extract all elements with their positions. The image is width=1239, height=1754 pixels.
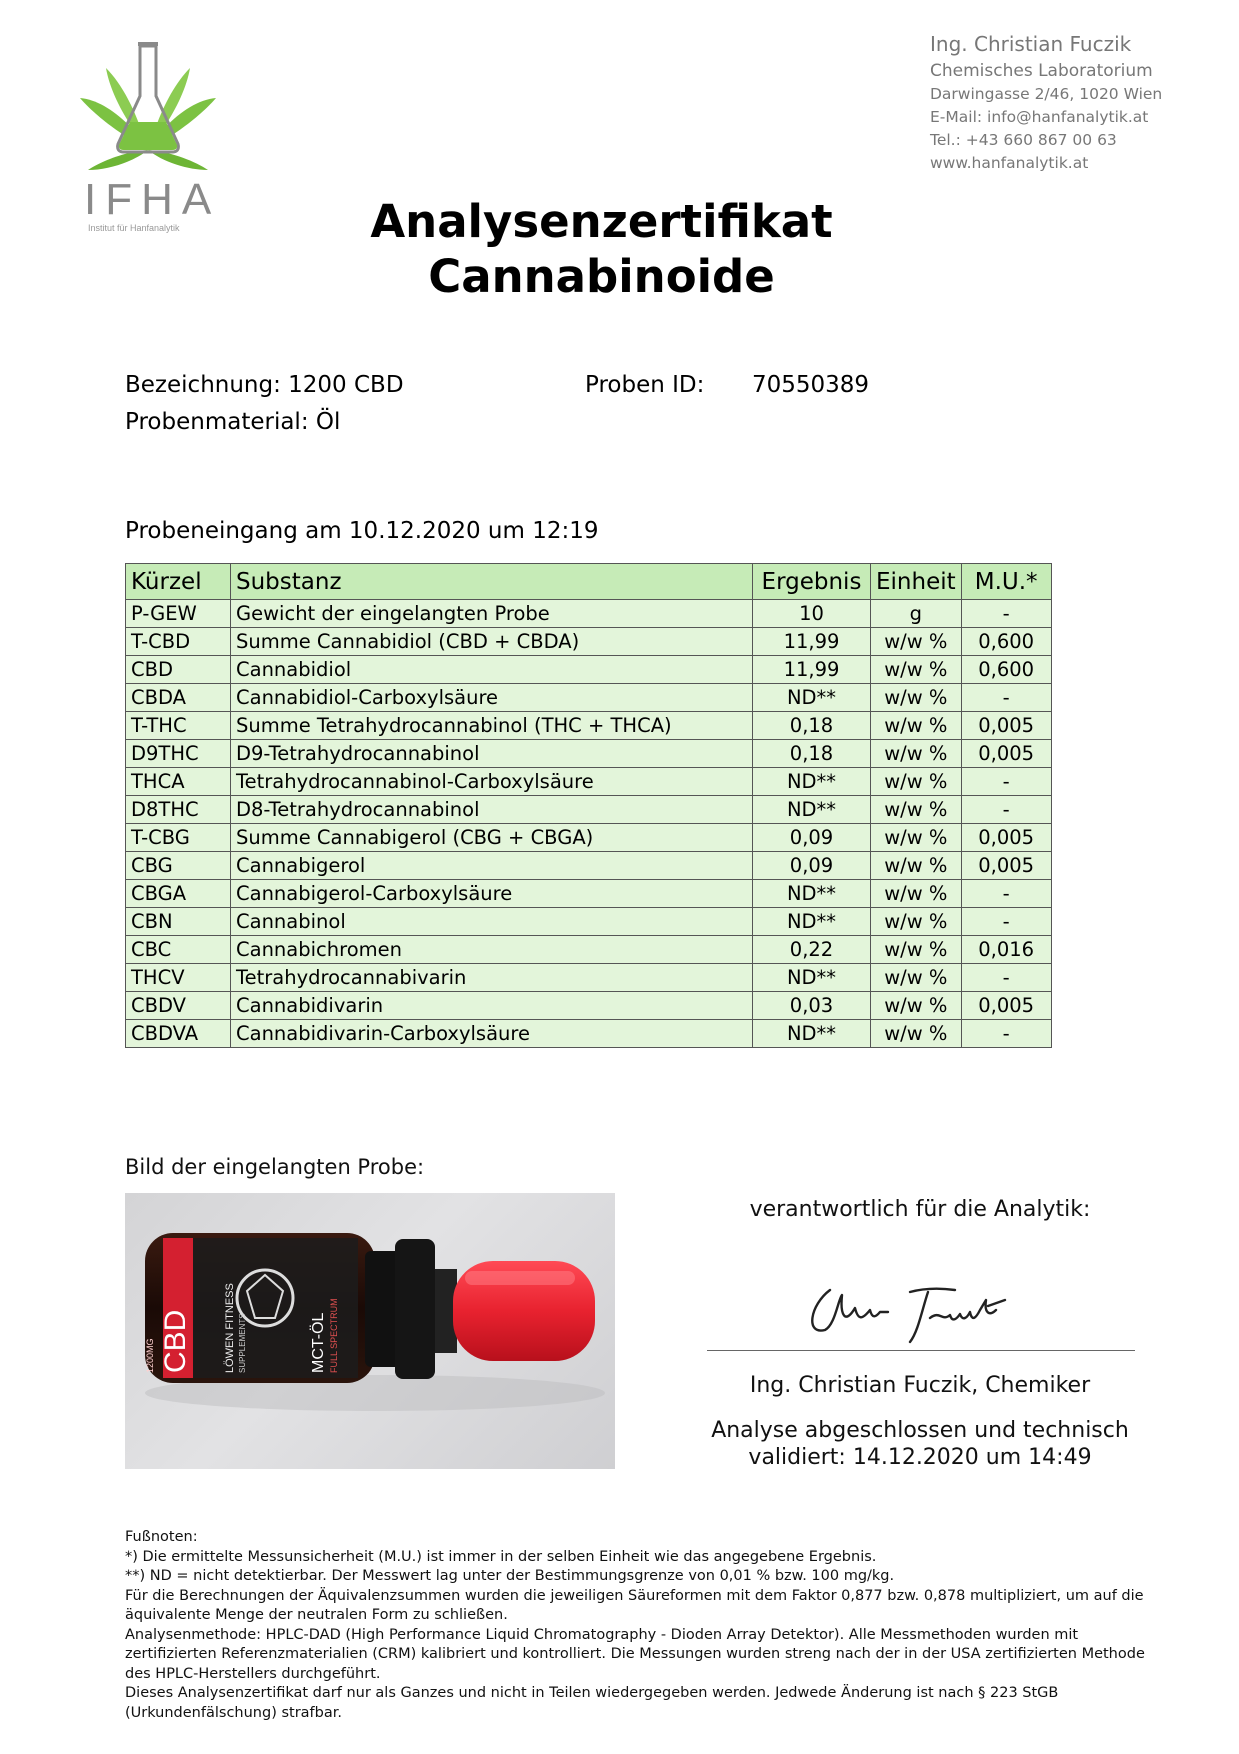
cell-substance: Summe Tetrahydrocannabinol (THC + THCA) [231, 712, 753, 740]
cell-unit: w/w % [871, 1020, 962, 1048]
results-table [125, 563, 1052, 1048]
lab-line: Tel.: +43 660 867 00 63 [930, 131, 1117, 149]
table-row [126, 712, 1052, 740]
cell-uncertainty: - [961, 908, 1051, 936]
sample-receipt: Probeneingang am 10.12.2020 um 12:19 [125, 518, 599, 544]
cell-substance: Cannabidivarin-Carboxylsäure [231, 1020, 753, 1048]
cell-abbreviation: T-CBD [126, 628, 231, 656]
cell-result: ND** [753, 880, 871, 908]
cell-substance: Cannabigerol-Carboxylsäure [231, 880, 753, 908]
bottle-spectrum-text: FULL SPECTRUM [329, 1298, 339, 1373]
footnote-item: *) Die ermittelte Messunsicherheit (M.U.) ist immer in der selben Einheit wie das angegebene Ergebnis. [125, 1548, 877, 1565]
cell-substance: Cannabidivarin [231, 992, 753, 1020]
cell-result: 0,22 [753, 936, 871, 964]
cell-unit: w/w % [871, 880, 962, 908]
cell-substance: D8-Tetrahydrocannabinol [231, 796, 753, 824]
cell-unit: w/w % [871, 908, 962, 936]
table-row [126, 908, 1052, 936]
cell-abbreviation: D8THC [126, 796, 231, 824]
lab-line: www.hanfanalytik.at [930, 154, 1089, 172]
lab-line: Chemisches Laboratorium [930, 61, 1153, 81]
document-subtitle: Cannabinoide [428, 250, 775, 303]
cell-substance: Tetrahydrocannabivarin [231, 964, 753, 992]
sample-image-label: Bild der eingelangten Probe: [125, 1155, 425, 1179]
cell-unit: w/w % [871, 936, 962, 964]
cell-unit: w/w % [871, 740, 962, 768]
table-row [126, 1020, 1052, 1048]
cell-unit: g [871, 600, 962, 628]
cbd-bottle-image [125, 1193, 615, 1469]
table-row [126, 824, 1052, 852]
table-row [126, 684, 1052, 712]
cell-result: ND** [753, 1020, 871, 1048]
cell-abbreviation: CBC [126, 936, 231, 964]
table-row [126, 880, 1052, 908]
cell-substance: Cannabinol [231, 908, 753, 936]
table-row [126, 852, 1052, 880]
cell-substance: Cannabigerol [231, 852, 753, 880]
cell-result: 0,03 [753, 992, 871, 1020]
bottle-brand-sub-text: SUPPLEMENTS [238, 1313, 247, 1373]
cell-abbreviation: CBDV [126, 992, 231, 1020]
cell-uncertainty: - [961, 796, 1051, 824]
cell-uncertainty: 0,600 [961, 656, 1051, 684]
cell-abbreviation: D9THC [126, 740, 231, 768]
cell-substance: Tetrahydrocannabinol-Carboxylsäure [231, 768, 753, 796]
bottle-mg-text: 1200MG [145, 1338, 155, 1373]
cell-uncertainty: - [961, 768, 1051, 796]
column-header: Kürzel [126, 564, 231, 600]
cell-abbreviation: THCA [126, 768, 231, 796]
cell-result: 10 [753, 600, 871, 628]
cell-substance: Summe Cannabigerol (CBG + CBGA) [231, 824, 753, 852]
table-row [126, 628, 1052, 656]
table-row [126, 796, 1052, 824]
cell-abbreviation: CBDA [126, 684, 231, 712]
lab-name: Ing. Christian Fuczik [930, 32, 1132, 56]
cell-uncertainty: - [961, 1020, 1051, 1048]
cell-unit: w/w % [871, 964, 962, 992]
cell-result: 0,09 [753, 824, 871, 852]
cell-substance: Cannabidiol-Carboxylsäure [231, 684, 753, 712]
cell-abbreviation: CBDVA [126, 1020, 231, 1048]
table-row [126, 992, 1052, 1020]
sample-material: Probenmaterial: Öl [125, 409, 341, 435]
cell-result: ND** [753, 908, 871, 936]
cell-result: ND** [753, 768, 871, 796]
column-header: Substanz [231, 564, 753, 600]
cell-abbreviation: CBGA [126, 880, 231, 908]
cell-substance: Cannabidiol [231, 656, 753, 684]
cell-uncertainty: - [961, 880, 1051, 908]
footnote-item: **) ND = nicht detektierbar. Der Messwert lag unter der Bestimmungsgrenze von 0,01 % bzw. 100 mg/kg. [125, 1568, 895, 1584]
sample-designation: Bezeichnung: 1200 CBD [125, 372, 404, 398]
cell-unit: w/w % [871, 796, 962, 824]
footnotes-heading: Fußnoten: [125, 1529, 198, 1545]
table-row [126, 768, 1052, 796]
cell-unit: w/w % [871, 656, 962, 684]
cell-abbreviation: CBD [126, 656, 231, 684]
footnote-item: Dieses Analysenzertifikat darf nur als Ganzes und nicht in Teilen wiedergegeben werden. Jedwede Änderung ist nach § 223 StGB (Urkundenfälschung) strafbar. [125, 1685, 1059, 1721]
cell-substance: Cannabichromen [231, 936, 753, 964]
cell-unit: w/w % [871, 992, 962, 1020]
cell-unit: w/w % [871, 768, 962, 796]
cell-uncertainty: - [961, 964, 1051, 992]
validation-line-1: Analyse abgeschlossen und technisch [711, 1418, 1129, 1443]
column-header: Einheit [871, 564, 962, 600]
lab-address-block [930, 32, 1162, 175]
cell-unit: w/w % [871, 684, 962, 712]
lab-line: E-Mail: info@hanfanalytik.at [930, 108, 1149, 126]
signature-line [707, 1350, 1135, 1351]
logo-wordmark: IFHA [84, 175, 221, 224]
cell-abbreviation: CBN [126, 908, 231, 936]
cell-result: ND** [753, 964, 871, 992]
cell-uncertainty: 0,005 [961, 740, 1051, 768]
cell-abbreviation: T-CBG [126, 824, 231, 852]
cell-abbreviation: T-THC [126, 712, 231, 740]
cell-result: 0,18 [753, 740, 871, 768]
responsible-name: Ing. Christian Fuczik, Chemiker [749, 1373, 1091, 1398]
cell-unit: w/w % [871, 712, 962, 740]
column-header: Ergebnis [753, 564, 871, 600]
bottle-oil-text: MCT-ÖL [310, 1312, 327, 1373]
cell-result: 0,18 [753, 712, 871, 740]
cell-result: ND** [753, 684, 871, 712]
cell-uncertainty: 0,005 [961, 824, 1051, 852]
cell-uncertainty: 0,005 [961, 852, 1051, 880]
cell-abbreviation: P-GEW [126, 600, 231, 628]
table-row [126, 600, 1052, 628]
bottle-brand-text: LÖWEN FITNESS [224, 1283, 236, 1373]
lab-line: Darwingasse 2/46, 1020 Wien [930, 85, 1163, 103]
cell-uncertainty: - [961, 684, 1051, 712]
document-title: Analysenzertifikat [370, 195, 833, 248]
cell-abbreviation: CBG [126, 852, 231, 880]
footnote-item: Analysenmethode: HPLC-DAD (High Performance Liquid Chromatography - Dioden Array Detektor). Alle Messmethoden wurden mit zertifizierten Referenzmaterialien (CRM) kalibriert und kontrolliert. Die Messungen wurden streng nach der in der USA zertifizierten Methode des HPLC-Herstellers durchgeführt. [125, 1626, 1145, 1682]
table-header-row [126, 564, 1052, 600]
cell-unit: w/w % [871, 628, 962, 656]
bottle-cbd-text: CBD [159, 1309, 192, 1373]
cell-uncertainty: 0,005 [961, 992, 1051, 1020]
table-row [126, 964, 1052, 992]
cell-substance: D9-Tetrahydrocannabinol [231, 740, 753, 768]
sample-id: 70550389 [752, 372, 870, 398]
cell-unit: w/w % [871, 852, 962, 880]
cell-result: 0,09 [753, 852, 871, 880]
footnotes [125, 1528, 1155, 1723]
validation-line-2: validiert: 14.12.2020 um 14:49 [748, 1445, 1092, 1470]
cell-result: 11,99 [753, 656, 871, 684]
sample-photo [125, 1193, 615, 1469]
cell-abbreviation: THCV [126, 964, 231, 992]
logo-subtitle: Institut für Hanfanalytik [88, 223, 180, 233]
handwritten-signature [800, 1270, 1030, 1350]
cannabis-flask-icon [78, 40, 218, 175]
responsible-label: verantwortlich für die Analytik: [749, 1197, 1091, 1222]
table-row [126, 936, 1052, 964]
cell-uncertainty: 0,600 [961, 628, 1051, 656]
cell-substance: Gewicht der eingelangten Probe [231, 600, 753, 628]
table-row [126, 740, 1052, 768]
cell-unit: w/w % [871, 824, 962, 852]
table-row [126, 656, 1052, 684]
cell-result: ND** [753, 796, 871, 824]
sample-id-label: Proben ID: [585, 372, 705, 398]
cell-uncertainty: - [961, 600, 1051, 628]
footnote-item: Für die Berechnungen der Äquivalenzsummen wurden die jeweiligen Säureformen mit dem Faktor 0,877 bzw. 0,878 multipliziert, um auf die äquivalente Menge der neutralen Form zu schließen. [125, 1587, 1144, 1623]
cell-uncertainty: 0,016 [961, 936, 1051, 964]
cell-result: 11,99 [753, 628, 871, 656]
cell-uncertainty: 0,005 [961, 712, 1051, 740]
cell-substance: Summe Cannabidiol (CBD + CBDA) [231, 628, 753, 656]
column-header: M.U.* [961, 564, 1051, 600]
